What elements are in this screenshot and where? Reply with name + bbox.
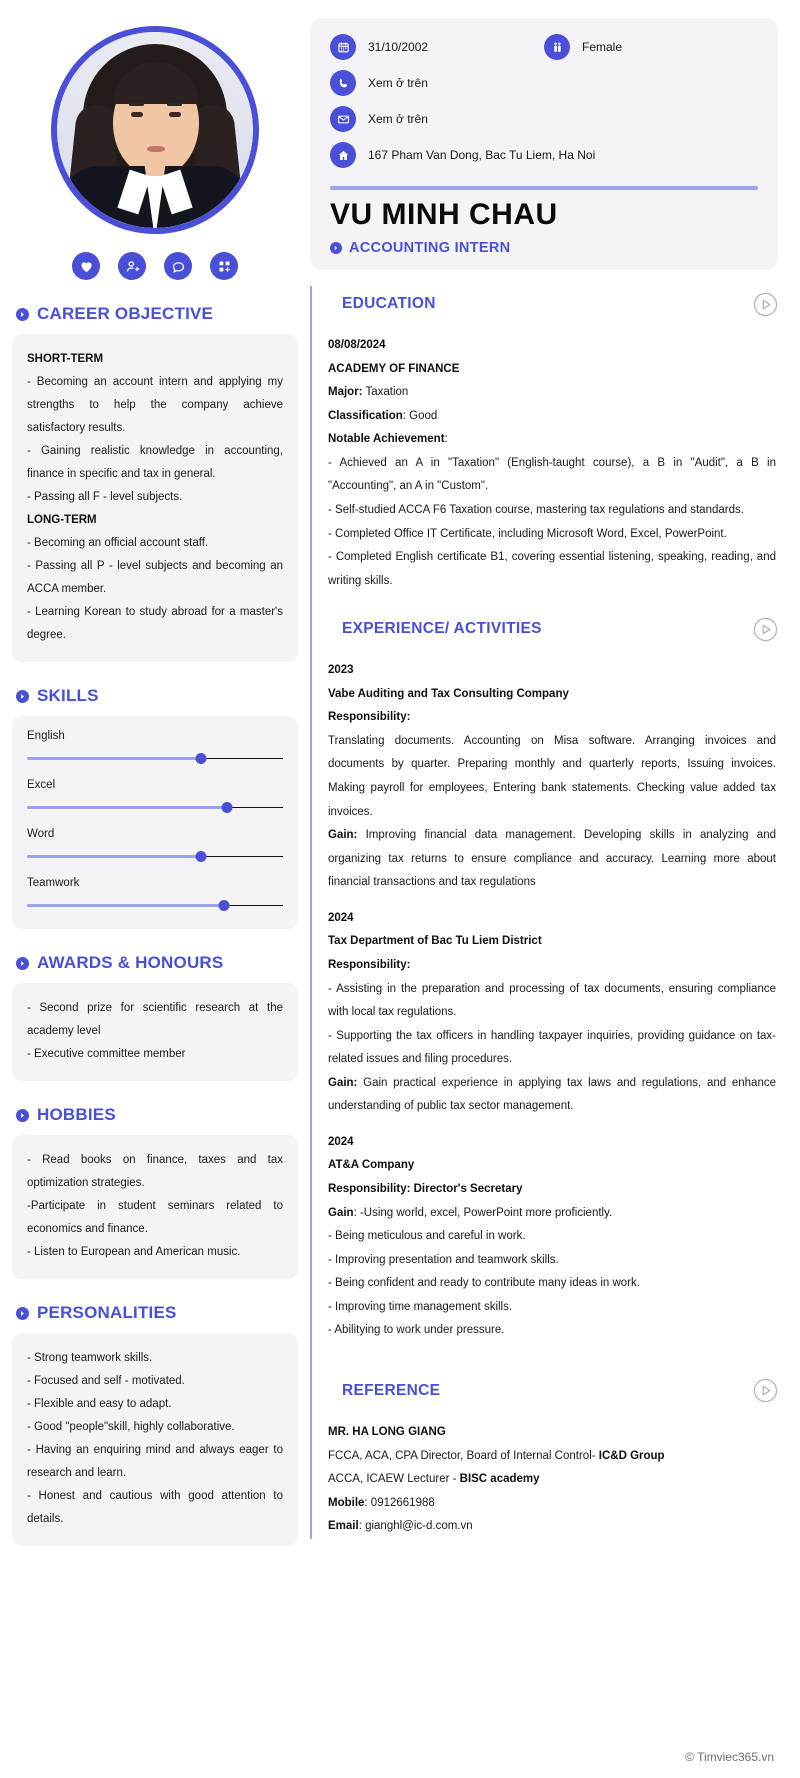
add-user-icon[interactable] xyxy=(118,252,146,280)
education-body xyxy=(326,334,778,593)
education-classification: Classification: Good xyxy=(328,409,438,422)
avatar xyxy=(51,26,259,234)
experience-responsibility-label: Responsibility: xyxy=(328,958,411,971)
calendar-icon xyxy=(330,34,356,60)
heart-icon[interactable] xyxy=(72,252,100,280)
experience-responsibility-label: Responsibility: Director's Secretary xyxy=(328,1183,523,1195)
personality-item: - Strong teamwork skills. xyxy=(27,1352,153,1364)
reference-body xyxy=(326,1421,778,1539)
experience-entry xyxy=(328,907,776,1119)
contact-value: Xem ở trên xyxy=(368,112,428,126)
name-divider xyxy=(330,186,758,190)
social-icon-row xyxy=(12,252,298,280)
job-title-row xyxy=(330,240,758,256)
contact-value: Female xyxy=(582,40,623,54)
awards-card xyxy=(12,983,298,1081)
phone-icon xyxy=(330,70,356,96)
experience-org: Tax Department of Bac Tu Liem District xyxy=(328,935,542,948)
section-header-career-objective xyxy=(16,304,298,324)
chevron-right-icon xyxy=(16,1307,29,1320)
skill-label: Excel xyxy=(27,779,56,791)
experience-gain: Gain: Gain practical experience in applying tax laws and regulations, and enhance understanding of public tax sector management. xyxy=(328,1076,776,1113)
skill-label: Teamwork xyxy=(27,877,80,889)
education-achievement-item: - Achieved an A in "Taxation" (English-taught course), a B in "Audit", a B in "Accounting", an A in "Custom". xyxy=(328,456,776,493)
reference-name: MR. HA LONG GIANG xyxy=(328,1425,446,1438)
section-header-awards xyxy=(16,953,298,973)
left-column xyxy=(0,0,310,1546)
section-title: REFERENCE xyxy=(326,1373,743,1409)
contact-value: 31/10/2002 xyxy=(368,40,429,54)
contact-value: 167 Pham Van Dong, Bac Tu Liem, Ha Noi xyxy=(368,148,596,162)
home-icon xyxy=(330,142,356,168)
reference-mobile: Mobile: 0912661988 xyxy=(328,1496,435,1509)
personalities-card xyxy=(12,1333,298,1546)
experience-entry xyxy=(328,659,776,895)
experience-org: Vabe Auditing and Tax Consulting Company xyxy=(328,687,569,700)
career-long-item: - Learning Korean to study abroad for a master's degree. xyxy=(27,606,283,641)
chevron-right-icon xyxy=(330,242,342,254)
right-column xyxy=(310,0,800,1539)
contact-value: Xem ở trên xyxy=(368,76,428,90)
email-icon xyxy=(330,106,356,132)
education-date: 08/08/2024 xyxy=(328,339,386,351)
experience-bullet: - Abilitying to work under pressure. xyxy=(328,1324,505,1337)
reference-line-1: FCCA, ACA, CPA Director, Board of Internal Control- IC&D Group xyxy=(328,1449,665,1462)
career-short-item: - Passing all F - level subjects. xyxy=(27,491,183,503)
section-header-personalities xyxy=(16,1303,298,1323)
avatar-image xyxy=(57,32,253,228)
experience-year: 2023 xyxy=(328,664,354,677)
play-circle-icon[interactable] xyxy=(753,617,778,642)
career-short-item: - Gaining realistic knowledge in accounting, finance in specific and tax in general. xyxy=(27,445,283,480)
chevron-right-icon xyxy=(16,690,29,703)
experience-responsibility-text: Translating documents. Accounting on Misa software. Arranging invoices and documents by quarter. Preparing monthly and quarterly reports, Issuing invoices. Making payroll for employees, Entering bank statements. Checking value added tax invoices. xyxy=(328,734,776,818)
contact-dob xyxy=(330,34,544,60)
career-long-item: - Passing all P - level subjects and becoming an ACCA member. xyxy=(27,560,283,595)
hobby-item: -Participate in student seminars related to economics and finance. xyxy=(27,1200,283,1235)
skill-item xyxy=(27,877,283,910)
skill-label: Word xyxy=(27,828,55,840)
experience-responsibility-item: - Assisting in the preparation and processing of tax documents, ensuring compliance with local tax regulations. xyxy=(328,982,776,1019)
skill-slider[interactable] xyxy=(27,804,283,812)
play-circle-icon[interactable] xyxy=(753,292,778,317)
contact-email xyxy=(330,106,758,132)
avatar-wrapper xyxy=(12,26,298,234)
education-achievement-item: - Self-studied ACCA F6 Taxation course, mastering tax regulations and standards. xyxy=(328,503,744,516)
page-title: VU MINH CHAU xyxy=(330,198,558,231)
section-title: EDUCATION xyxy=(326,286,743,322)
experience-responsibility-item: - Supporting the tax officers in handling taxpayer inquiries, providing guidance on tax-related issues and filing procedures. xyxy=(328,1029,776,1066)
section-title: AWARDS & HONOURS xyxy=(37,953,224,972)
chevron-right-icon xyxy=(16,308,29,321)
contact-grid xyxy=(330,34,758,168)
experience-body xyxy=(326,659,778,1343)
contact-phone xyxy=(330,70,758,96)
personality-item: - Honest and cautious with good attention to details. xyxy=(27,1490,283,1525)
experience-bullet: - Improving time management skills. xyxy=(328,1300,513,1313)
job-title: ACCOUNTING INTERN xyxy=(349,240,511,256)
career-objective-card xyxy=(12,334,298,662)
section-header-education xyxy=(326,286,778,322)
section-title: PERSONALITIES xyxy=(37,1303,177,1322)
section-title: SKILLS xyxy=(37,686,99,705)
career-short-item: - Becoming an account intern and applying my strengths to help the company achieve satisfactory results. xyxy=(27,376,283,434)
experience-org: AT&A Company xyxy=(328,1159,415,1172)
apps-icon[interactable] xyxy=(210,252,238,280)
reference-email: Email: gianghl@ic-d.com.vn xyxy=(328,1520,473,1533)
skill-slider[interactable] xyxy=(27,755,283,763)
chevron-right-icon xyxy=(16,957,29,970)
personality-item: - Having an enquiring mind and always eager to research and learn. xyxy=(27,1444,283,1479)
experience-bullet: - Improving presentation and teamwork skills. xyxy=(328,1253,559,1266)
section-header-skills xyxy=(16,686,298,706)
section-title: EXPERIENCE/ ACTIVITIES xyxy=(326,611,743,647)
award-item: - Executive committee member xyxy=(27,1048,186,1060)
career-long-item: - Becoming an official account staff. xyxy=(27,537,209,549)
experience-bullet: - Being meticulous and careful in work. xyxy=(328,1230,526,1243)
personality-item: - Flexible and easy to adapt. xyxy=(27,1398,172,1410)
personality-item: - Good "people"skill, highly collaborative. xyxy=(27,1421,235,1433)
skill-label: English xyxy=(27,730,65,742)
education-major: Major: Taxation xyxy=(328,386,409,399)
footer-credit: © Timviec365.vn xyxy=(685,1750,774,1764)
experience-gain: Gain: Improving financial data management. Developing skills in analyzing and organizing tax returns to ensure compliance and accuracy. Learning more about financial transactions and tax regulations xyxy=(328,829,776,889)
section-title: HOBBIES xyxy=(37,1105,116,1124)
experience-year: 2024 xyxy=(328,1135,354,1148)
contact-gender xyxy=(544,34,758,60)
long-term-label: LONG-TERM xyxy=(27,514,97,526)
short-term-label: SHORT-TERM xyxy=(27,353,104,365)
education-achievement-item: - Completed Office IT Certificate, including Microsoft Word, Excel, PowerPoint. xyxy=(328,527,727,540)
header-panel xyxy=(310,18,778,270)
hobby-item: - Listen to European and American music. xyxy=(27,1246,241,1258)
right-body xyxy=(310,286,778,1539)
chat-icon[interactable] xyxy=(164,252,192,280)
award-item: - Second prize for scientific research at the academy level xyxy=(27,1002,283,1037)
experience-gain: Gain: -Using world, excel, PowerPoint more proficiently. xyxy=(328,1206,613,1219)
experience-year: 2024 xyxy=(328,911,354,924)
experience-entry xyxy=(328,1131,776,1343)
experience-responsibility-label: Responsibility: xyxy=(328,711,411,724)
section-header-reference xyxy=(326,1373,778,1409)
section-header-experience xyxy=(326,611,778,647)
hobbies-card xyxy=(12,1135,298,1279)
skill-slider[interactable] xyxy=(27,902,283,910)
contact-address xyxy=(330,142,758,168)
education-school: ACADEMY OF FINANCE xyxy=(328,362,460,375)
skills-card xyxy=(12,716,298,929)
gender-icon xyxy=(544,34,570,60)
hobby-item: - Read books on finance, taxes and tax optimization strategies. xyxy=(27,1154,283,1189)
skill-item xyxy=(27,828,283,861)
education-achievement-item: - Completed English certificate B1, covering essential listening, speaking, reading, and writing skills. xyxy=(328,551,776,587)
reference-line-2: ACCA, ICAEW Lecturer - BISC academy xyxy=(328,1473,540,1486)
personality-item: - Focused and self - motivated. xyxy=(27,1375,185,1387)
play-circle-icon[interactable] xyxy=(753,1378,778,1403)
skill-slider[interactable] xyxy=(27,853,283,861)
section-header-hobbies xyxy=(16,1105,298,1125)
education-achievement-label: Notable Achievement: xyxy=(328,433,448,446)
section-title: CAREER OBJECTIVE xyxy=(37,304,214,323)
experience-bullet: - Being confident and ready to contribute many ideas in work. xyxy=(328,1277,640,1290)
skill-item xyxy=(27,779,283,812)
skill-item xyxy=(27,730,283,763)
chevron-right-icon xyxy=(16,1109,29,1122)
